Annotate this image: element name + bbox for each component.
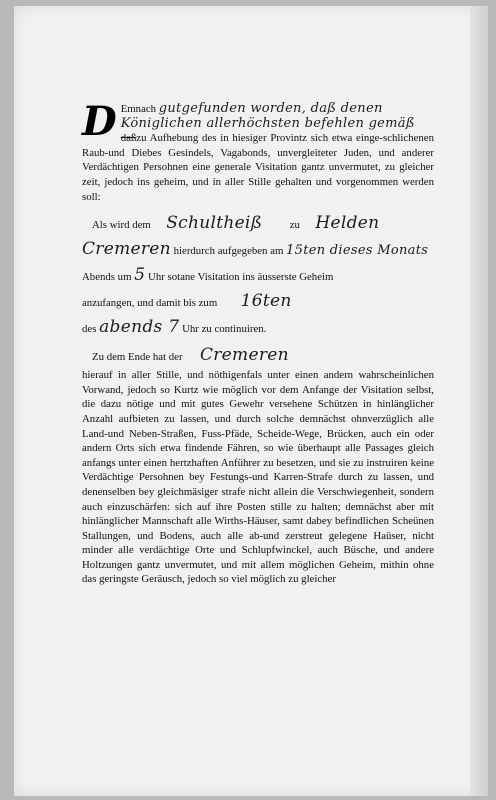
fill-text: Uhr sotane Visitation ins äusserste Geheim xyxy=(148,271,334,284)
fill-text: Zu dem Ende hat der xyxy=(92,351,183,364)
fill-line-4 xyxy=(82,290,434,314)
handwritten-place-3: Cremeren xyxy=(199,345,289,366)
fill-line-1 xyxy=(82,212,434,236)
fill-text: anzufangen, und damit bis zum xyxy=(82,297,218,310)
intro-word: Emnach xyxy=(120,103,157,115)
fill-text: hierdurch aufgegeben am xyxy=(173,245,284,258)
handwritten-insert-2: Königlichen allerhöchsten befehlen gemäß xyxy=(120,115,415,131)
fill-text: Als wird dem xyxy=(92,219,151,232)
fill-line-5 xyxy=(82,316,434,340)
struck-word: daß xyxy=(120,132,137,145)
intro-paragraph xyxy=(82,98,434,204)
handwritten-day-end: 16ten xyxy=(240,291,292,312)
fill-line-6 xyxy=(82,344,434,368)
fill-text: zu xyxy=(289,219,300,232)
handwritten-place-2: Cremeren xyxy=(82,239,171,260)
handwritten-hour-start: 5 xyxy=(134,265,146,286)
fill-text: Uhr zu continuiren. xyxy=(182,323,267,336)
document-page xyxy=(14,6,488,796)
document-text xyxy=(82,98,434,587)
handwritten-place-1: Helden xyxy=(315,213,380,234)
fill-line-2 xyxy=(82,238,434,262)
fill-text: des xyxy=(82,323,97,336)
page-fold xyxy=(470,6,488,796)
body-paragraph: hierauf in aller Stille, und nöthigenfals unter einen andern wahrscheinlichen Vorwand, jedoch so Kurtz wie möglich vor dem Anfange der Visitation selbst, die dazu nötige und mit gutes Gewehr versehene Schützen in hinlänglicher Anzahl aufbieten zu lassen, und durch solche demnächst ohnverzüglich alle Land-und Neben-Straßen, Fuss-Pfäde, Scheide-Wege, Brücken, auch ein oder andern Orts sich etwa findende Fähren, so wie überhaupt alle Passages gleich anfangs unter einen hertzhaften Anführer zu besetzen, und sie zu instruiren keine Verdächtige Persohnen bey Festungs-und Karren-Strafe durch zu lassen, und denenselben bey gleichmäsiger strafe nicht allein die Verschwiegenheit, sondern auch einzuschärfen: sich auf ihre Posten stille zu halten; demnächst aber mit hinlänglicher Mannschaft alle Wirths-Häuser, samt dabey befindlichen Scheünen Stallungen, und Bodens, auch alle ab-und zerstreut gelegene Haüser, nicht minder alle verdächtige Orte und Schlupfwinckel, auch Büsche, und andere Holtzungen gantz unvermutet, und mit allem möglichen Geheim, mithin ohne das geringste Geräusch, jedoch so viel möglich zu gleicher xyxy=(82,369,434,586)
handwritten-date: 15ten dieses Monats xyxy=(286,243,429,259)
handwritten-title: Schultheiß xyxy=(166,213,263,234)
fill-line-3 xyxy=(82,264,434,288)
fill-text: Abends um xyxy=(82,271,132,284)
drop-capital: D xyxy=(82,98,117,145)
handwritten-insert-1: gutgefunden worden, daß denen xyxy=(158,101,383,116)
handwritten-hour-end: abends 7 xyxy=(99,317,180,338)
intro-rest: zu Aufhebung des in hiesiger Provintz sich etwa einge-schlichenen Raub-und Diebes Gesindels, Vagabonds, unvergleiteter Juden, und anderer Verdächtigen Persohnen eine generale Visitation gantz unvermutet, zu gleicher zeit, jedoch ins geheim, und in aller Stille gehalten und vorgenommen werden soll: xyxy=(82,132,434,203)
